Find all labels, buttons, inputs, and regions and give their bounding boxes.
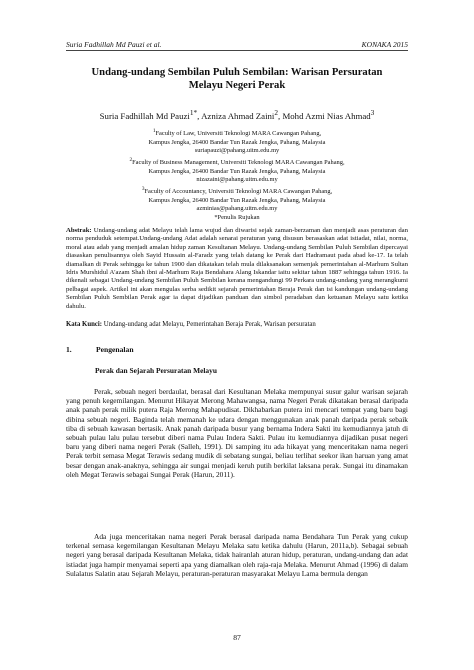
affiliation-2 [66,156,408,168]
abstract [66,227,408,311]
affiliation-2-address: Kampus Jengka, 26400 Bandar Tun Razak Jengka, Pahang, Malaysia [148,167,326,175]
subsection-heading: Perak dan Sejarah Persuratan Melayu [95,366,217,375]
author-3-affil: 3 [370,108,375,117]
author-list: Suria Fadhillah Md Pauzi$^{1*}$, Azniza Ahmad Zaini$^2$, Mohd Azmi Nias Ahmad$^3$ [99,108,375,121]
body-paragraph-1: Perak, sebuah negeri berdaulat, berasal dari Kesultanan Melaka mempunyai susur galur warisan sejarah yang penuh kegemilangan. Menurut Hikayat Merong Mahawangsa, nama Negeri Perak dikatakan berasal daripada anak panah perak milik putera Raja Merong Mahapudisat. Dikhabarkan putera ini mencari tempat yang baru bagi dibina sebuah negeri. Baginda telah memanah ke udara dengan menggunakan anak panah daripada perak sebaik tiba di sebuah kawasan bertasik. Anak panah daripada busur yang bernama Indera Sakti itu kemudiannya jatuh di sebuah pulau lalu pulau tersebut diberi nama Pulau Indera Sakti. Pulau itu kemudiannya dijadikan pusat negeri baru yang diberi nama negeri Perak (Salleh, 1991). Di samping itu ada hikayat yang menceritakan nama negeri Perak terbit semasa Megat Terawis sedang mudik di sebatang sungai, beliau terlihat seekor ikan haruan yang amat besar dengan anak-anaknya, sehingga air sungai menjadi keruh putih berkilat laksana perak. Sungai itu dinamakan oleh Megat Terawis sebagai Sungai Perak (Harun, 2011). [66,387,408,479]
keywords-label: Kata Kunci: [66,321,103,328]
author-1-affil: 1* [189,108,198,117]
abstract-label: Abstrak: [66,227,92,234]
author-2-affil: 2 [274,108,279,117]
title-line-1: Undang-undang Sembilan Puluh Sembilan: Warisan Persuratan [91,67,383,78]
running-header [66,40,408,49]
affiliation-1-mark: 1 [152,128,156,134]
affiliations [66,127,408,222]
affiliation-2-email: nizazaini@pahang.uitm.edu.my [196,176,278,184]
affiliation-3-email: azminias@pahang.uitm.edu.my [196,205,278,213]
section-title: Pengenalan [96,345,134,354]
affiliation-1-email: suriapauzi@pahang.uitm.edu.my [194,147,280,155]
title-line-2: Melayu Negeri Perak [188,80,286,91]
affiliation-1-address: Kampus Jengka, 26400 Bandar Tun Razak Jengka, Pahang, Malaysia [148,138,326,146]
affiliation-3-mark: 3 [141,185,145,192]
running-header-authors: Suria Fadhillah Md Pauzi et al. [66,40,162,49]
keywords [66,321,408,330]
paper-title [66,66,408,92]
affiliation-3 [66,185,408,197]
section-heading [66,345,408,354]
header-rule [66,50,408,51]
affiliation-3-text: Faculty of Accountancy, Universiti Teknologi MARA Cawangan Pahang, [144,187,333,195]
affiliation-2-text: Faculty of Business Management, Universiti Teknologi MARA Cawangan Pahang, [132,159,345,167]
affiliation-2-mark: 2 [129,156,133,163]
running-header-conference: KONAKA 2015 [361,40,408,49]
author-2: Azniza Ahmad Zaini [201,110,275,121]
affiliation-1-text: Faculty of Law, Universiti Teknologi MARA Cawangan Pahang, [155,130,322,138]
page-number: 87 [233,633,241,642]
corresponding-author-note: *Penulis Rujukan [214,213,260,221]
section-number: 1. [66,345,72,354]
abstract-text: Undang-undang adat Melayu telah lama wujud dan diwarisi sejak zaman-berzaman dan menjadi asas peraturan dan norma penduduk setempat.Undang-undang Adat adalah senarai peraturan yang disusun berasaskan adat istiadat, nilai, norma, moral atau adab yang menjadi amalan hidup zaman Kesultanan Melayu. Undang-undang Sembilan Puluh Sembilan dipercayai diasaskan penulisannya oleh Sayid Hussain al-Faradz yang telah datang ke Perak dari Hadramaut pada abad ke-17. Ia telah diamalkan di Perak sehingga ke tahun 1900 dan dikatakan telah mula dilaksanakan semenjak pemerintahan al-Marhum Sultan Idris Murshidul A'azam Shah ibni al-Marhum Raja Bendahara Alang Iskandar iaitu sekitar tahun 1887 sehingga tahun 1916. Ia dikenali sebagai Undang-undang Sembilan Puluh Sembilan kerana mengandungi 99 Perkara undang-undang yang merangkumi pelbagai aspek. Artikel ini akan mengulas serba sedikit sejarah pemerintahan Beraja Perak dan isi kandungan undang-undang Sembilan Puluh Sembilan Perak agar ia dapat dijadikan panduan dan simbol peradaban dan ketuanan Melayu satu ketika dahulu. [66,227,408,310]
author-3: Mohd Azmi Nias Ahmad [282,110,371,121]
keywords-text: Undang-undang adat Melayu, Pemerintahan Beraja Perak, Warisan persuratan [103,321,316,328]
body-paragraph-2: Ada juga menceritakan nama negeri Perak berasal daripada nama Bendahara Tun Perak yang cukup terkenal semasa kegemilangan Kesultanan Melayu Melaka satu ketika dahulu (Harun, 2011a,b). Sebagai sebuah negeri yang berasal daripada Kesultanan Melaka, tidak hairanlah aturan hidup, peraturan, undang-undang dan adat istiadat juga hampir menyamai seperti apa yang diamalkan oleh raja-raja Melaka. Menurut Ahmad (1996) di dalam Sulalatus Salatin atau Sejarah Melayu, peraturan-peraturan masyarakat Melayu Lama bermula dengan [66,532,408,578]
affiliation-1 [66,127,408,139]
affiliation-3-address: Kampus Jengka, 26400 Bandar Tun Razak Jengka, Pahang, Malaysia [148,196,326,204]
author-1: Suria Fadhillah Md Pauzi [99,110,190,121]
